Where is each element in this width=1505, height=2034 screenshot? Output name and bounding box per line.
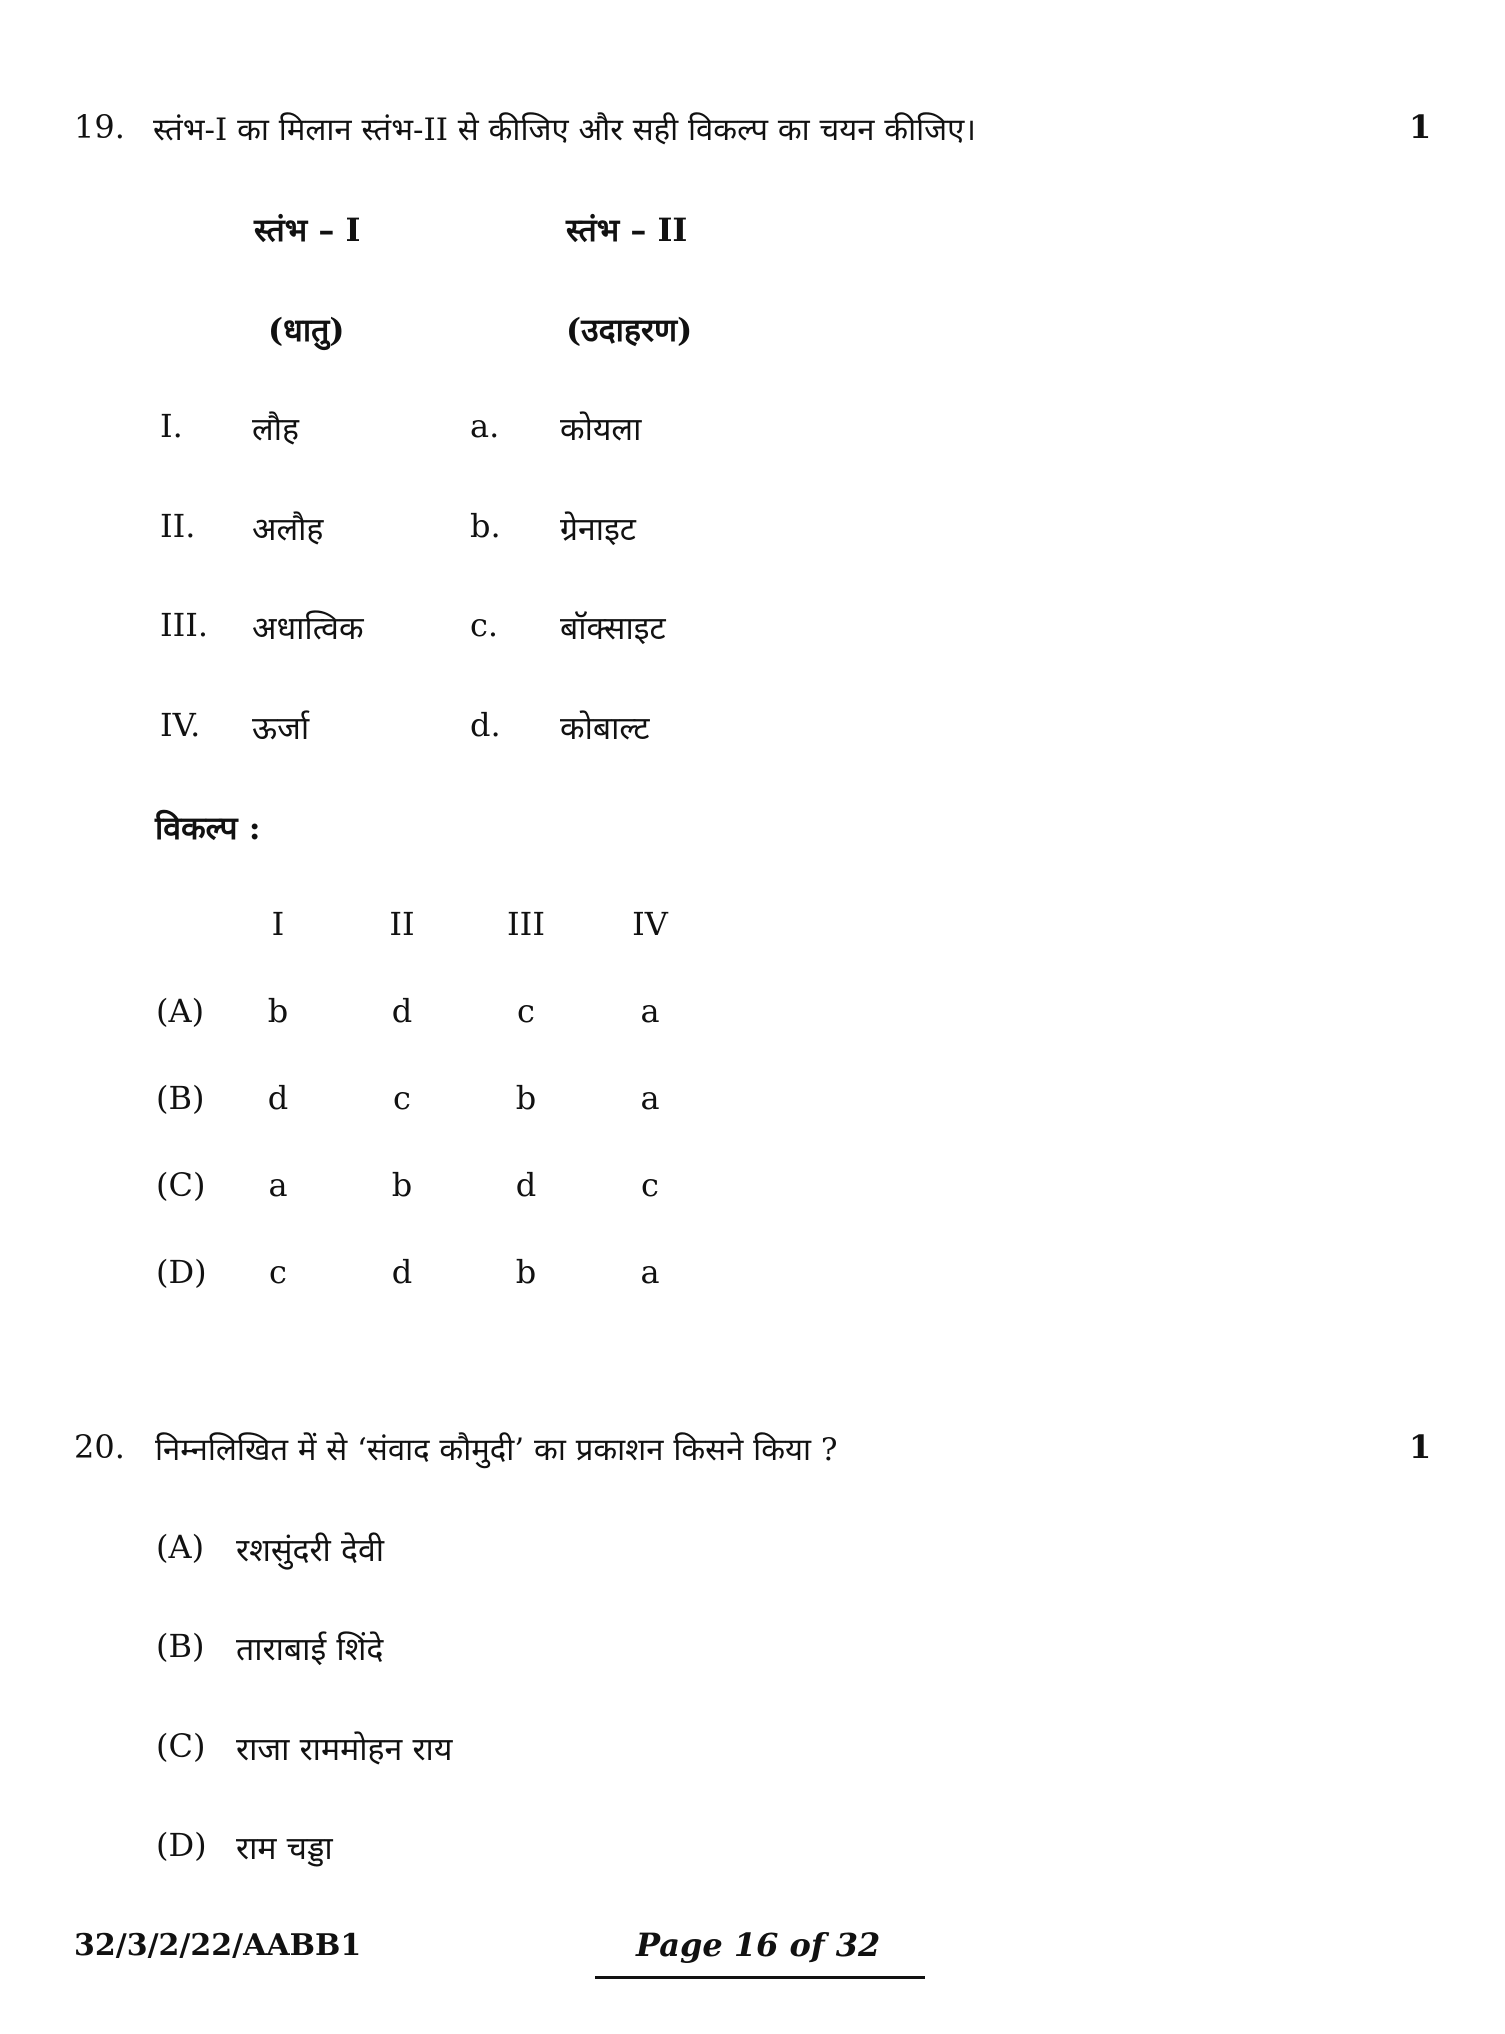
q19-option-b-label[interactable]: (B) (156, 1079, 205, 1117)
grid-header-cell: III (507, 905, 545, 943)
grid-cell: a (640, 1079, 660, 1117)
match-row-letter: b. (470, 507, 501, 545)
options-label: विकल्प : (155, 809, 261, 847)
column-1-subtitle: (धातु) (268, 311, 345, 349)
q20-option-c-label[interactable]: (C) (156, 1727, 206, 1765)
grid-cell: d (267, 1079, 289, 1117)
match-row-roman: IV. (160, 706, 201, 744)
grid-cell: b (267, 992, 289, 1030)
q19-number: 19. (74, 108, 125, 146)
q20-marks: 1 (1409, 1428, 1432, 1466)
grid-cell: d (515, 1166, 537, 1204)
footer-underline (595, 1976, 925, 1979)
q20-option-d-label[interactable]: (D) (156, 1826, 207, 1864)
q20-option-b-label[interactable]: (B) (156, 1627, 205, 1665)
q20-option-a-text: रशसुंदरी देवी (236, 1531, 385, 1569)
match-row-letter: d. (470, 706, 501, 744)
match-row-letter: c. (470, 606, 499, 644)
match-row-letter: a. (470, 407, 500, 445)
grid-cell: a (268, 1166, 288, 1204)
q20-number: 20. (74, 1428, 125, 1466)
match-row-term: लौह (252, 410, 299, 448)
grid-cell: b (515, 1253, 537, 1291)
grid-header-cell: IV (632, 905, 668, 943)
match-row-example: कोयला (560, 410, 642, 448)
q20-option-a-label[interactable]: (A) (156, 1528, 205, 1566)
grid-cell: b (515, 1079, 537, 1117)
grid-cell: b (391, 1166, 413, 1204)
column-1-title: स्तंभ – I (254, 211, 361, 249)
grid-cell: c (269, 1253, 287, 1291)
grid-cell: c (393, 1079, 411, 1117)
match-row-term: अधात्विक (252, 609, 364, 647)
match-row-roman: II. (160, 507, 196, 545)
column-2-subtitle: (उदाहरण) (566, 311, 693, 349)
grid-cell: c (641, 1166, 659, 1204)
q20-option-c-text: राजा राममोहन राय (236, 1730, 453, 1768)
grid-cell: d (391, 992, 413, 1030)
match-row-example: बॉक्साइट (560, 609, 666, 647)
q20-option-d-text: राम चड्डा (236, 1829, 333, 1867)
match-row-term: अलौह (252, 510, 324, 548)
grid-cell: d (391, 1253, 413, 1291)
q20-text: निम्नलिखित में से ‘संवाद कौमुदी’ का प्रकाशन किसने किया ? (155, 1432, 838, 1468)
paper-code: 32/3/2/22/AABB1 (74, 1928, 362, 1963)
grid-cell: a (640, 992, 660, 1030)
q19-option-a-label[interactable]: (A) (156, 992, 205, 1030)
match-row-roman: III. (160, 606, 209, 644)
grid-header-cell: I (271, 905, 285, 943)
match-row-roman: I. (160, 407, 183, 445)
q19-text: स्तंभ-I का मिलान स्तंभ-II से कीजिए और सही विकल्प का चयन कीजिए। (153, 112, 977, 148)
q19-option-d-label[interactable]: (D) (156, 1253, 207, 1291)
grid-cell: c (517, 992, 535, 1030)
match-row-example: कोबाल्ट (560, 709, 650, 747)
grid-header-cell: II (389, 905, 415, 943)
page-number: Page 16 of 32 (636, 1926, 881, 1964)
match-row-term: ऊर्जा (252, 709, 310, 747)
grid-cell: a (640, 1253, 660, 1291)
column-2-title: स्तंभ – II (566, 211, 688, 249)
q19-option-c-label[interactable]: (C) (156, 1166, 206, 1204)
match-row-example: ग्रेनाइट (560, 510, 636, 548)
q19-marks: 1 (1409, 108, 1432, 146)
q20-option-b-text: ताराबाई शिंदे (236, 1630, 384, 1668)
